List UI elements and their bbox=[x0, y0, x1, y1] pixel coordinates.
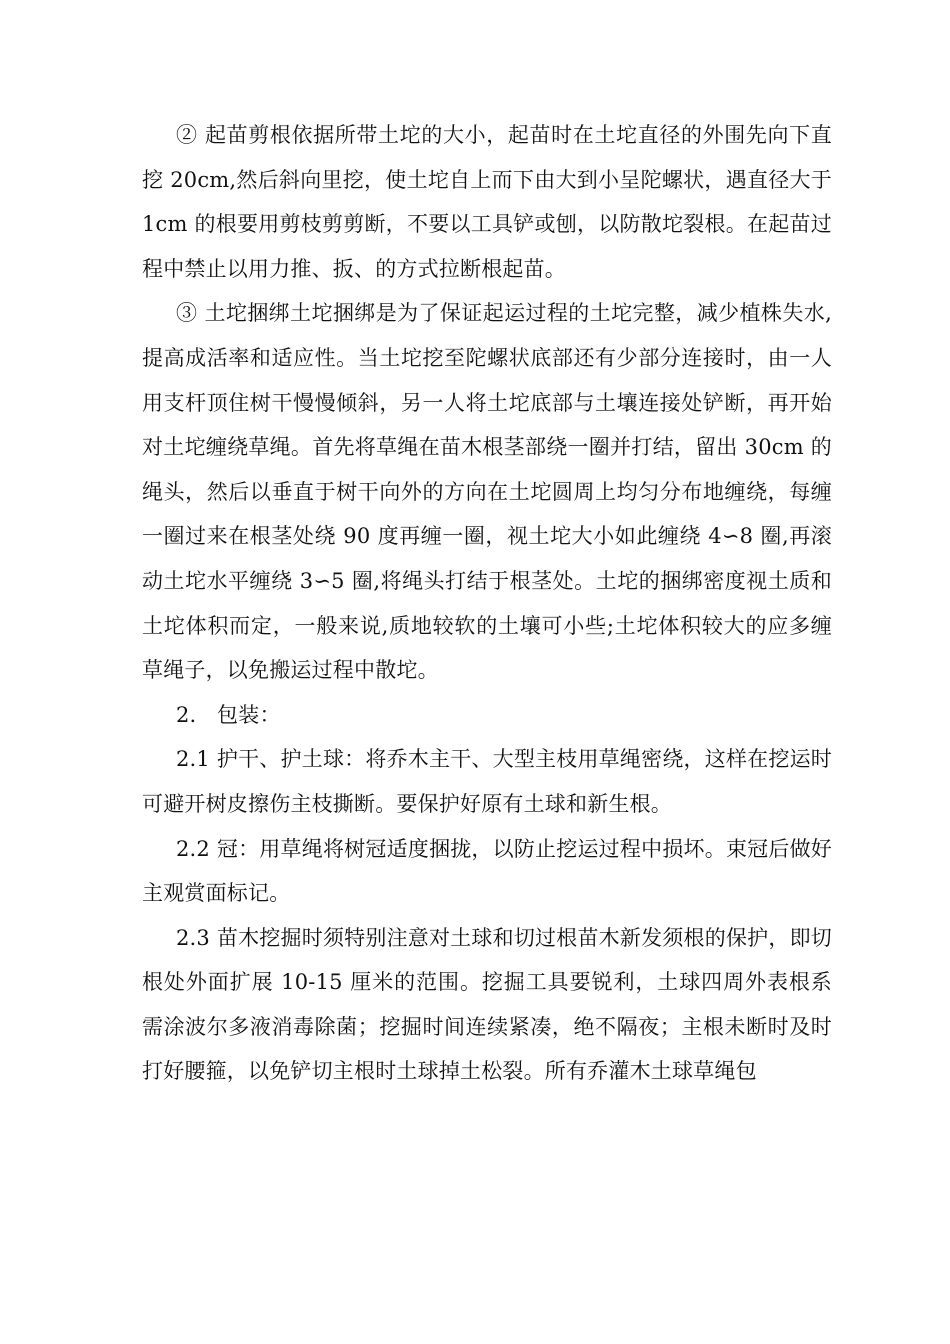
paragraph-root-pruning: ② 起苗剪根依据所带土坨的大小，起苗时在土坨直径的外围先向下直挖 20cm,然后斜向里挖，使土坨自上而下由大到小呈陀螺状，遇直径大于 1cm 的根要用剪枝剪剪断，不要以工具铲或刨，以防散坨裂根。在起苗过程中禁止以用力推、扳、的方式拉断根起苗。 bbox=[142, 123, 832, 281]
document-body bbox=[142, 113, 832, 1094]
paragraph-root-ball-binding: ③ 土坨捆绑土坨捆绑是为了保证起运过程的土坨完整，减少植株失水,提高成活率和适应性。当土坨挖至陀螺状底部还有少部分连接时，由一人用支杆顶住树干慢慢倾斜，另一人将土坨底部与土壤连接处铲断，再开始对土坨缠绕草绳。首先将草绳在苗木根茎部绕一圈并打结，留出 30cm 的绳头，然后以垂直于树干向外的方向在土坨圆周上均匀分布地缠绕，每缠一圈过来在根茎处绕 90 度再缠一圈，视土坨大小如此缠绕 4∽8 圈,再滚动土坨水平缠绕 3∽5 圈,将绳头打结于根茎处。土坨的捆绑密度视土质和土坨体积而定，一般来说,质地较软的土壤可小些;土坨体积较大的应多缠草绳子，以免搬运过程中散坨。 bbox=[142, 301, 832, 683]
section-heading-packaging: 2. 包装： bbox=[176, 702, 281, 727]
subsection-2-2: 2.2 冠：用草绳将树冠适度捆拢，以防止挖运过程中损坏。束冠后做好主观赏面标记。 bbox=[142, 836, 832, 906]
subsection-2-1: 2.1 护干、护土球：将乔木主干、大型主枝用草绳密绕，这样在挖运时可避开树皮擦伤主枝撕断。要保护好原有土球和新生根。 bbox=[142, 747, 832, 816]
subsection-2-3: 2.3 苗木挖掘时须特别注意对土球和切过根苗木新发须根的保护，即切根处外面扩展 10-15 厘米的范围。挖掘工具要锐利，土球四周外表根系需涂波尔多液消毒除菌；挖掘时间连续紧凑，绝不隔夜；主根未断时及时打好腰箍，以免铲切主根时土球掉土松裂。所有乔灌木土球草绳包 bbox=[142, 925, 832, 1084]
